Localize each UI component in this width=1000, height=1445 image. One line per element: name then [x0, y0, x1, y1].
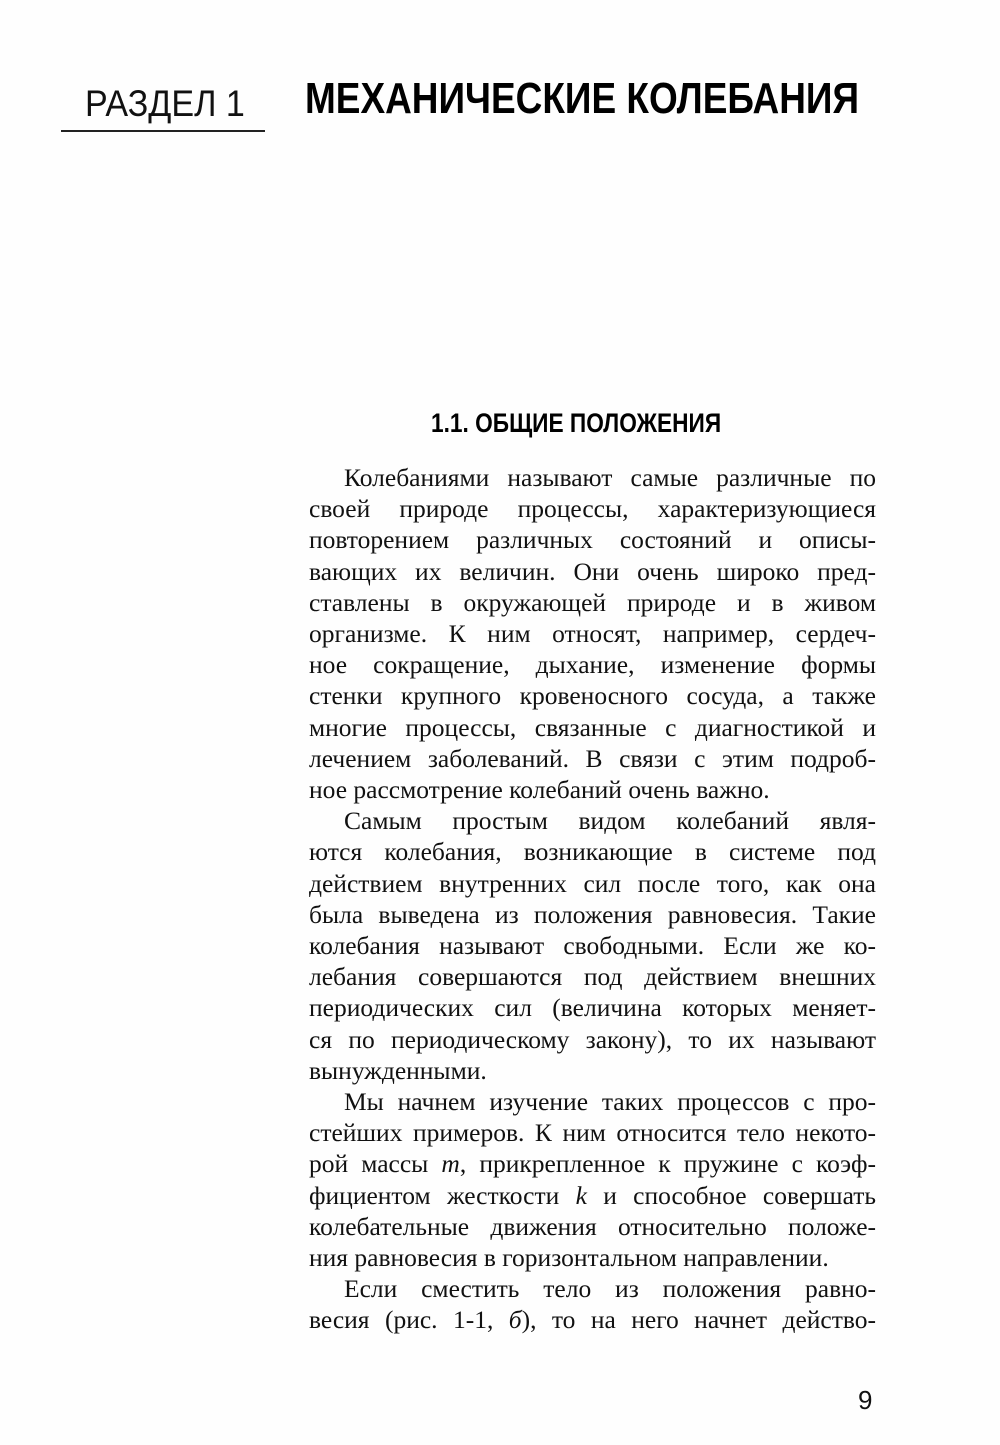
text-line: ния равновесия в горизонтальном направлении. [309, 1243, 829, 1273]
text-line: повторением различных состояний и описы- [309, 525, 876, 555]
paragraph-4 [309, 1273, 876, 1335]
text-line: многие процессы, связанные с диагностикой и [309, 712, 876, 742]
paragraph-1 [309, 462, 876, 805]
paragraph-2 [309, 805, 876, 1086]
text-line: организме. К ним относят, например, сердеч- [309, 619, 876, 649]
subsection-title: 1.1. ОБЩИЕ ПОЛОЖЕНИЯ [431, 408, 722, 438]
text-line [309, 1180, 876, 1211]
text-line: ное сокращение, дыхание, изменение формы [309, 650, 876, 680]
section-label-underline [61, 130, 265, 132]
text-fragment: рой массы [309, 1149, 442, 1179]
text-line: была выведена из положения равновесия. Такие [309, 899, 876, 929]
body-text [309, 462, 876, 1336]
text-line [309, 1148, 876, 1179]
section-label: РАЗДЕЛ 1 [85, 83, 245, 124]
paragraph-3 [309, 1086, 876, 1273]
text-line: Самым простым видом колебаний явля- [344, 806, 876, 836]
text-line: действием внутренних сил после того, как она [309, 868, 876, 898]
text-line [309, 1304, 876, 1335]
text-line: Мы начнем изучение таких процессов с про- [344, 1087, 876, 1117]
text-line: Колебаниями называют самые различные по [344, 463, 876, 492]
text-fragment: ), то на него начнет действо- [521, 1305, 876, 1335]
text-line: стейших примеров. К ним относится тело некото- [309, 1118, 876, 1148]
text-line: ся по периодическому закону), то их называют [309, 1024, 876, 1054]
text-line: ное рассмотрение колебаний очень важно. [309, 775, 770, 805]
text-line: своей природе процессы, характеризующиеся [309, 494, 876, 524]
text-line: вынужденными. [309, 1055, 487, 1085]
text-fragment: , прикрепленное к пружине с коэф- [459, 1149, 876, 1179]
text-line: колебательные движения относительно положе- [309, 1211, 876, 1241]
figure-ref-letter: б [508, 1305, 522, 1335]
text-line: Если сместить тело из положения равно- [344, 1274, 876, 1304]
page-number: 9 [858, 1385, 873, 1415]
mass-variable: m [441, 1149, 460, 1179]
text-line: вающих их величин. Они очень широко пред- [309, 556, 876, 586]
text-line: ставлены в окружающей природе и в живом [309, 587, 876, 617]
text-line: лечением заболеваний. В связи с этим подроб- [309, 743, 876, 773]
text-fragment: и способное совершать [586, 1180, 876, 1210]
text-line: колебания называют свободными. Если же ко- [309, 931, 876, 961]
text-line: ются колебания, возникающие в системе под [309, 837, 876, 867]
text-line: лебания совершаются под действием внешних [309, 962, 876, 992]
text-fragment: фициентом жесткости [309, 1180, 576, 1210]
text-line: периодических сил (величина которых меняет- [309, 993, 876, 1023]
stiffness-variable: k [575, 1180, 587, 1210]
text-fragment: весия (рис. 1-1, [309, 1305, 509, 1335]
section-title: МЕХАНИЧЕСКИЕ КОЛЕБАНИЯ [305, 74, 860, 123]
text-line: стенки крупного кровеносного сосуда, а также [309, 681, 876, 711]
